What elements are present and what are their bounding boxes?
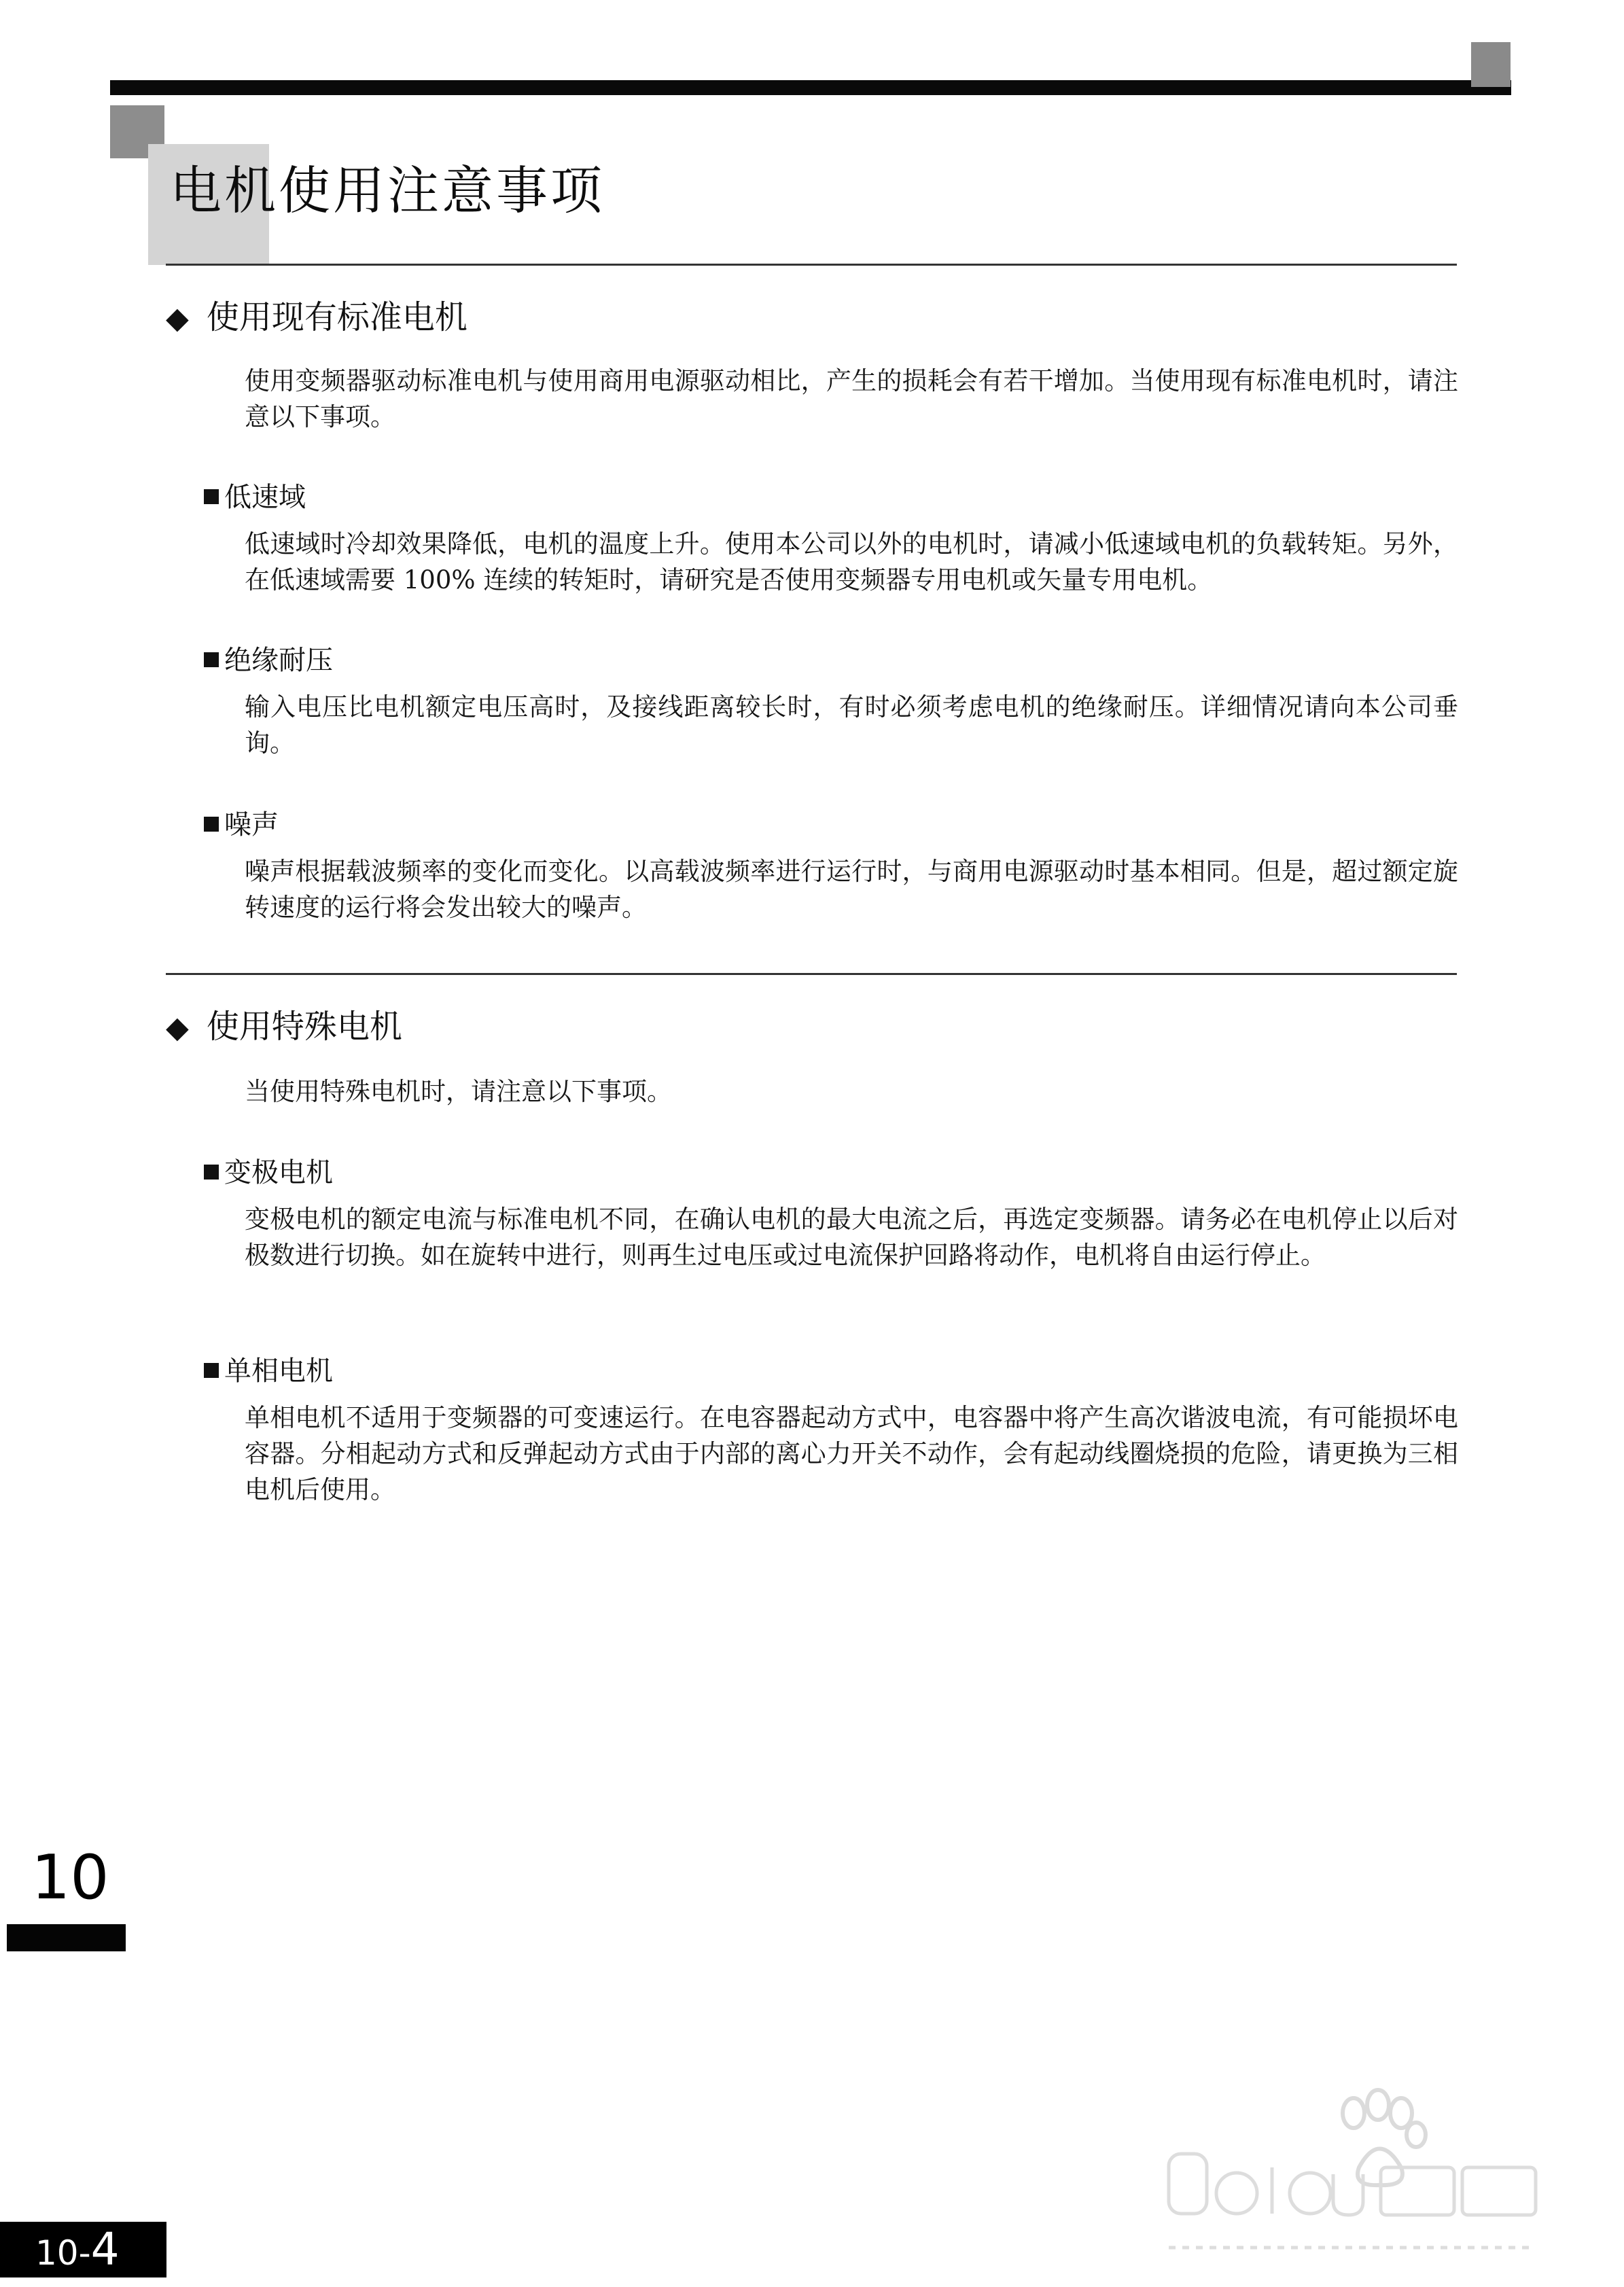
item-heading: 单相电机 bbox=[204, 1349, 333, 1388]
square-bullet-icon bbox=[204, 1363, 219, 1378]
header-corner-block bbox=[1471, 42, 1511, 87]
item-heading: 变极电机 bbox=[204, 1151, 333, 1190]
item-text: 单相电机不适用于变频器的可变速运行。在电容器起动方式中，电容器中将产生高次谐波电流，有可能损坏电容器。分相起动方式和反弹起动方式由于内部的离心力开关不动作，会有起动线圈烧损的危险，请更换为三相电机后使用。 bbox=[245, 1403, 1458, 1504]
square-bullet-icon bbox=[204, 817, 219, 832]
diamond-bullet-icon: ◆ bbox=[166, 301, 189, 336]
chapter-number: 10 bbox=[31, 1842, 109, 1913]
chapter-tab-bar bbox=[7, 1924, 126, 1951]
item-text: 低速域时冷却效果降低，电机的温度上升。使用本公司以外的电机时，请减小低速域电机的负载转矩。另外，在低速域需要 100% 连续的转矩时，请研究是否使用变频器专用电机或矢量专用电机。 bbox=[245, 529, 1458, 595]
square-bullet-icon bbox=[204, 489, 219, 504]
section-divider bbox=[166, 264, 1457, 266]
page-title: 电机使用注意事项 bbox=[170, 160, 605, 221]
item-heading: 绝缘耐压 bbox=[204, 639, 333, 677]
header-rule bbox=[110, 80, 1511, 95]
item-text: 变极电机的额定电流与标准电机不同，在确认电机的最大电流之后，再选定变频器。请务必在电机停止以后对极数进行切换。如在旋转中进行，则再生过电压或过电流保护回路将动作，电机将自由运行停止。 bbox=[245, 1205, 1458, 1270]
section-heading: ◆ 使用现有标准电机 bbox=[166, 298, 467, 336]
square-bullet-icon bbox=[204, 652, 219, 667]
baidu-jingyan-watermark-logo bbox=[1155, 2066, 1563, 2283]
section-intro: 使用变频器驱动标准电机与使用商用电源驱动相比，产生的损耗会有若干增加。当使用现有标准电机时，请注意以下事项。 bbox=[245, 366, 1458, 431]
diamond-bullet-icon: ◆ bbox=[166, 1010, 189, 1045]
section-divider bbox=[166, 973, 1457, 975]
section-intro: 当使用特殊电机时，请注意以下事项。 bbox=[245, 1077, 672, 1106]
item-text: 输入电压比电机额定电压高时，及接线距离较长时，有时必须考虑电机的绝缘耐压。详细情况请向本公司垂询。 bbox=[245, 692, 1458, 758]
item-heading: 噪声 bbox=[204, 803, 279, 842]
item-heading: 低速域 bbox=[204, 476, 306, 514]
square-bullet-icon bbox=[204, 1165, 219, 1180]
page-number: 10-4 bbox=[0, 2222, 166, 2277]
item-text: 噪声根据载波频率的变化而变化。以高载波频率进行运行时，与商用电源驱动时基本相同。但是，超过额定旋转速度的运行将会发出较大的噪声。 bbox=[245, 857, 1458, 922]
section-heading: ◆ 使用特殊电机 bbox=[166, 1008, 402, 1046]
